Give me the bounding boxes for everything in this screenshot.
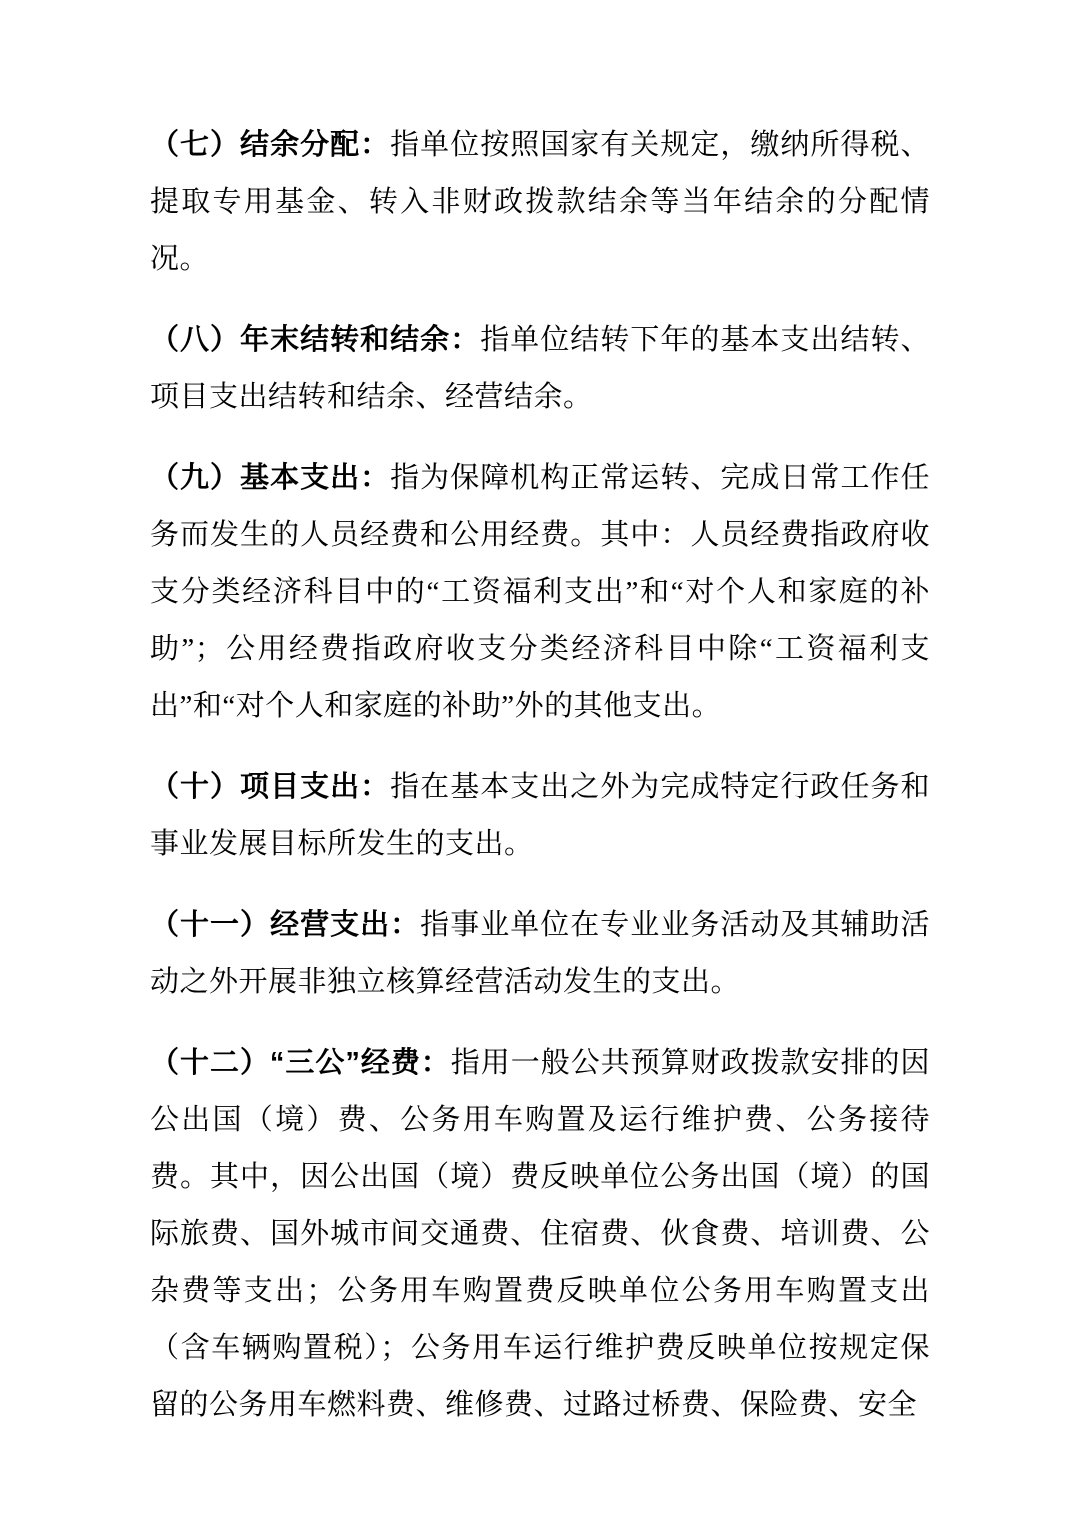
definition-paragraph-8 — [150, 288, 930, 426]
term-heading: （七）结余分配： — [150, 129, 391, 161]
term-definition: 指单位结转下年的基本支出结转、项目支出结转和结余、经营结余。 — [150, 324, 930, 413]
definition-paragraph-7 — [150, 117, 930, 288]
term-heading: （十一）经营支出： — [150, 909, 421, 941]
term-definition: 指用一般公共预算财政拨款安排的因公出国（境）费、公务用车购置及运行维护费、公务接待费。其中，因公出国（境）费反映单位公务出国（境）的国际旅费、国外城市间交通费、住宿费、伙食费、培训费、公杂费等支出；公务用车购置费反映单位公务用车购置支出（含车辆购置税）；公务用车运行维护费反映单位按规定保留的公务用车燃料费、维修费、过路过桥费、保险费、安全 — [150, 1047, 930, 1421]
definition-paragraph-10 — [150, 735, 930, 873]
definition-paragraph-12 — [150, 1011, 930, 1434]
term-heading: （十二）“三公”经费： — [150, 1047, 451, 1079]
definition-paragraph-9 — [150, 426, 930, 735]
term-definition: 指单位按照国家有关规定，缴纳所得税、提取专用基金、转入非财政拨款结余等当年结余的分配情况。 — [150, 129, 930, 275]
term-heading: （十）项目支出： — [150, 771, 391, 803]
term-definition: 指在基本支出之外为完成特定行政任务和事业发展目标所发生的支出。 — [150, 771, 930, 860]
term-definition: 指为保障机构正常运转、完成日常工作任务而发生的人员经费和公用经费。其中：人员经费指政府收支分类经济科目中的“工资福利支出”和“对个人和家庭的补助”；公用经费指政府收支分类经济科目中除“工资福利支出”和“对个人和家庭的补助”外的其他支出。 — [150, 462, 930, 722]
term-heading: （九）基本支出： — [150, 462, 391, 494]
definition-paragraph-11 — [150, 873, 930, 1011]
term-definition: 指事业单位在专业业务活动及其辅助活动之外开展非独立核算经营活动发生的支出。 — [150, 909, 930, 998]
term-heading: （八）年末结转和结余： — [150, 324, 481, 356]
